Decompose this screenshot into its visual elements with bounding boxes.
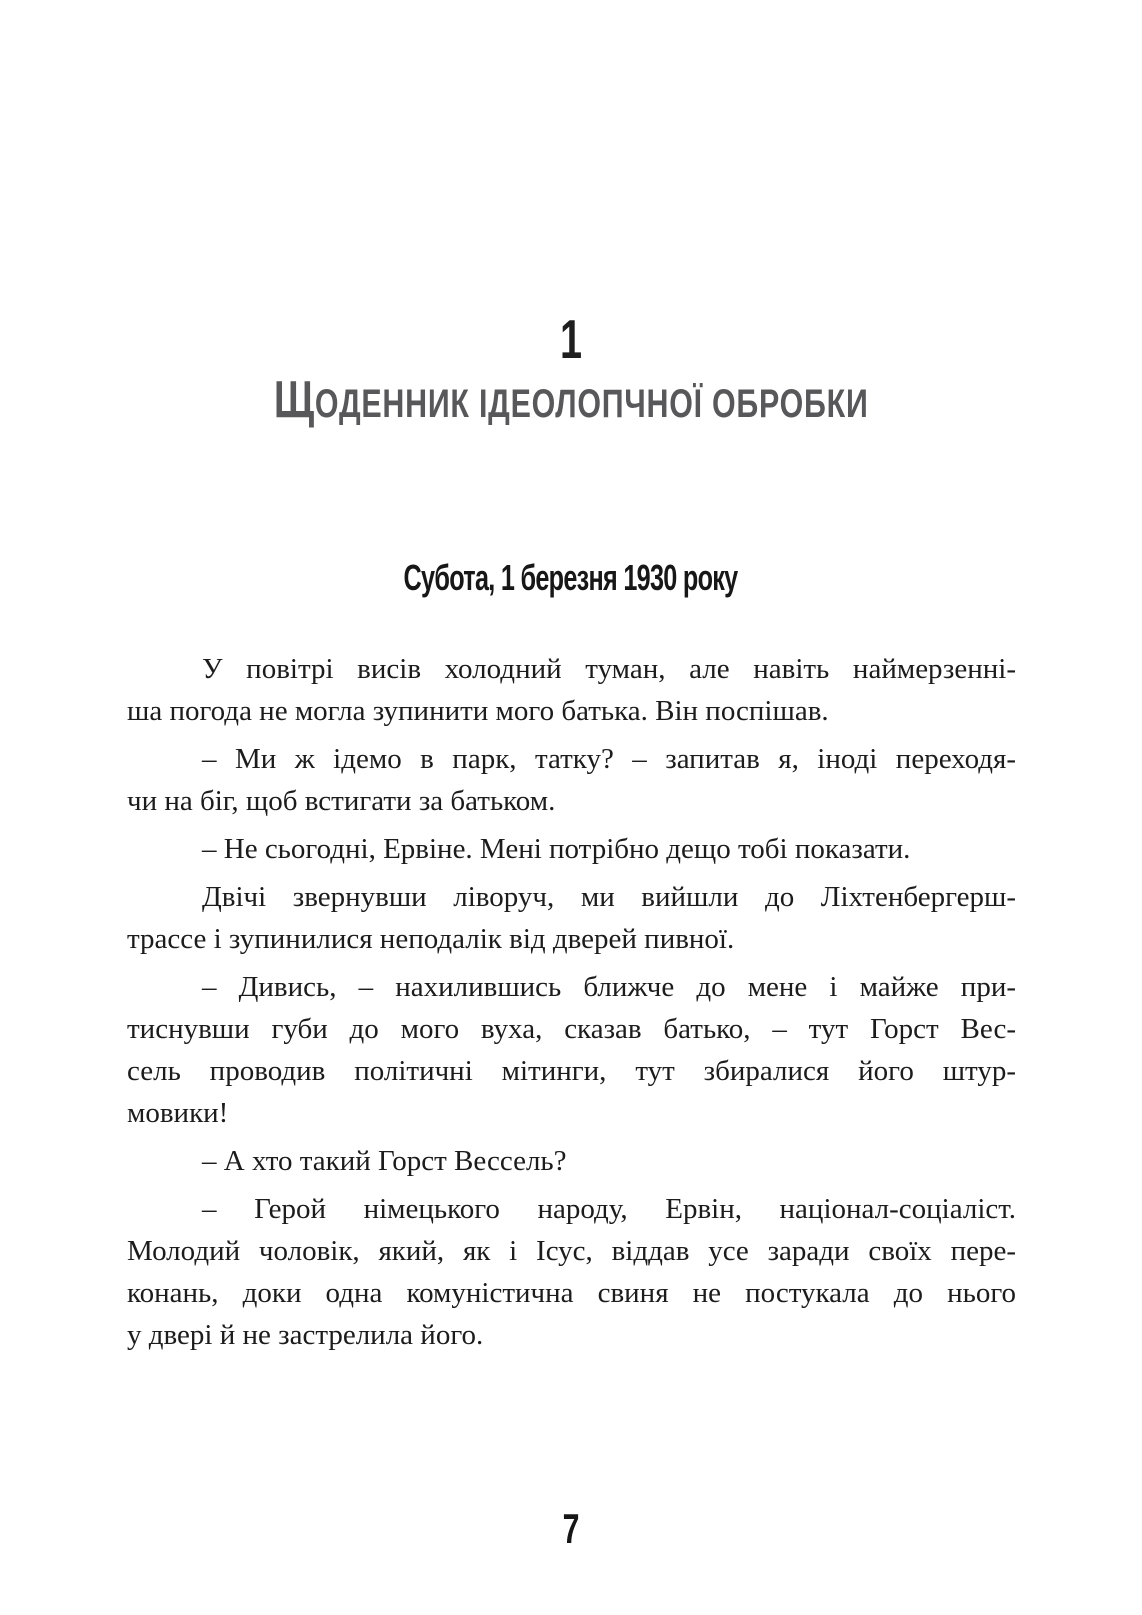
paragraph-line: – Не сьогодні, Ервіне. Мені потрібно дещо тобі показати.	[202, 833, 911, 865]
paragraph	[127, 876, 1016, 960]
paragraph	[127, 828, 1016, 870]
paragraph-line: чи на біг, щоб встигати за батьком.	[127, 785, 556, 817]
paragraph-line: – Ми ж ідемо в парк, татку? – запитав я, іноді переходя-	[202, 743, 1016, 775]
chapter-title-rest: ОДЕННИК ІДЕОЛОПЧНОЇ ОБРОБКИ	[314, 382, 869, 426]
chapter-title-text	[273, 371, 869, 429]
chapter-title-initial: Щ	[273, 371, 315, 429]
paragraph-line: ша погода не могла зупинити мого батька. Він поспішав.	[127, 695, 829, 727]
paragraph	[127, 1188, 1016, 1356]
paragraph	[127, 648, 1016, 732]
date-heading-text: Субота, 1 березня 1930 року	[404, 557, 738, 598]
chapter-number: 1	[559, 308, 583, 370]
paragraph-line: У повітрі висів холодний туман, але навіть наймерзенні-	[202, 653, 1016, 685]
paragraph-line: – А хто такий Горст Вессель?	[202, 1145, 567, 1177]
paragraph-line: Двічі звернувши ліворуч, ми вийшли до Ліхтенбергерш-	[202, 881, 1016, 913]
paragraph-line: мовики!	[127, 1097, 229, 1129]
paragraph	[127, 738, 1016, 822]
paragraph	[127, 1140, 1016, 1182]
paragraph	[127, 966, 1016, 1134]
page-number: 7	[562, 1505, 580, 1552]
paragraph-line: конань, доки одна комуністична свиня не постукала до нього	[127, 1277, 1016, 1309]
paragraph-line: – Дивись, – нахилившись ближче до мене і майже при-	[202, 971, 1016, 1003]
body-text	[127, 648, 1016, 1362]
paragraph-line: трассе і зупинилися неподалік від дверей пивної.	[127, 923, 735, 955]
paragraph-line: – Герой німецького народу, Ервін, націонал-соціаліст.	[202, 1193, 1016, 1225]
paragraph-line: тиснувши губи до мого вуха, сказав батько, – тут Горст Вес-	[127, 1013, 1016, 1045]
paragraph-line: сель проводив політичні мітинги, тут збиралися його штур-	[127, 1055, 1016, 1087]
paragraph-line: у двері й не застрелила його.	[127, 1319, 484, 1351]
chapter-title	[0, 371, 1142, 429]
paragraph-line: Молодий чоловік, який, як і Ісус, віддав усе заради своїх пере-	[127, 1235, 1016, 1267]
date-heading	[0, 557, 1142, 598]
